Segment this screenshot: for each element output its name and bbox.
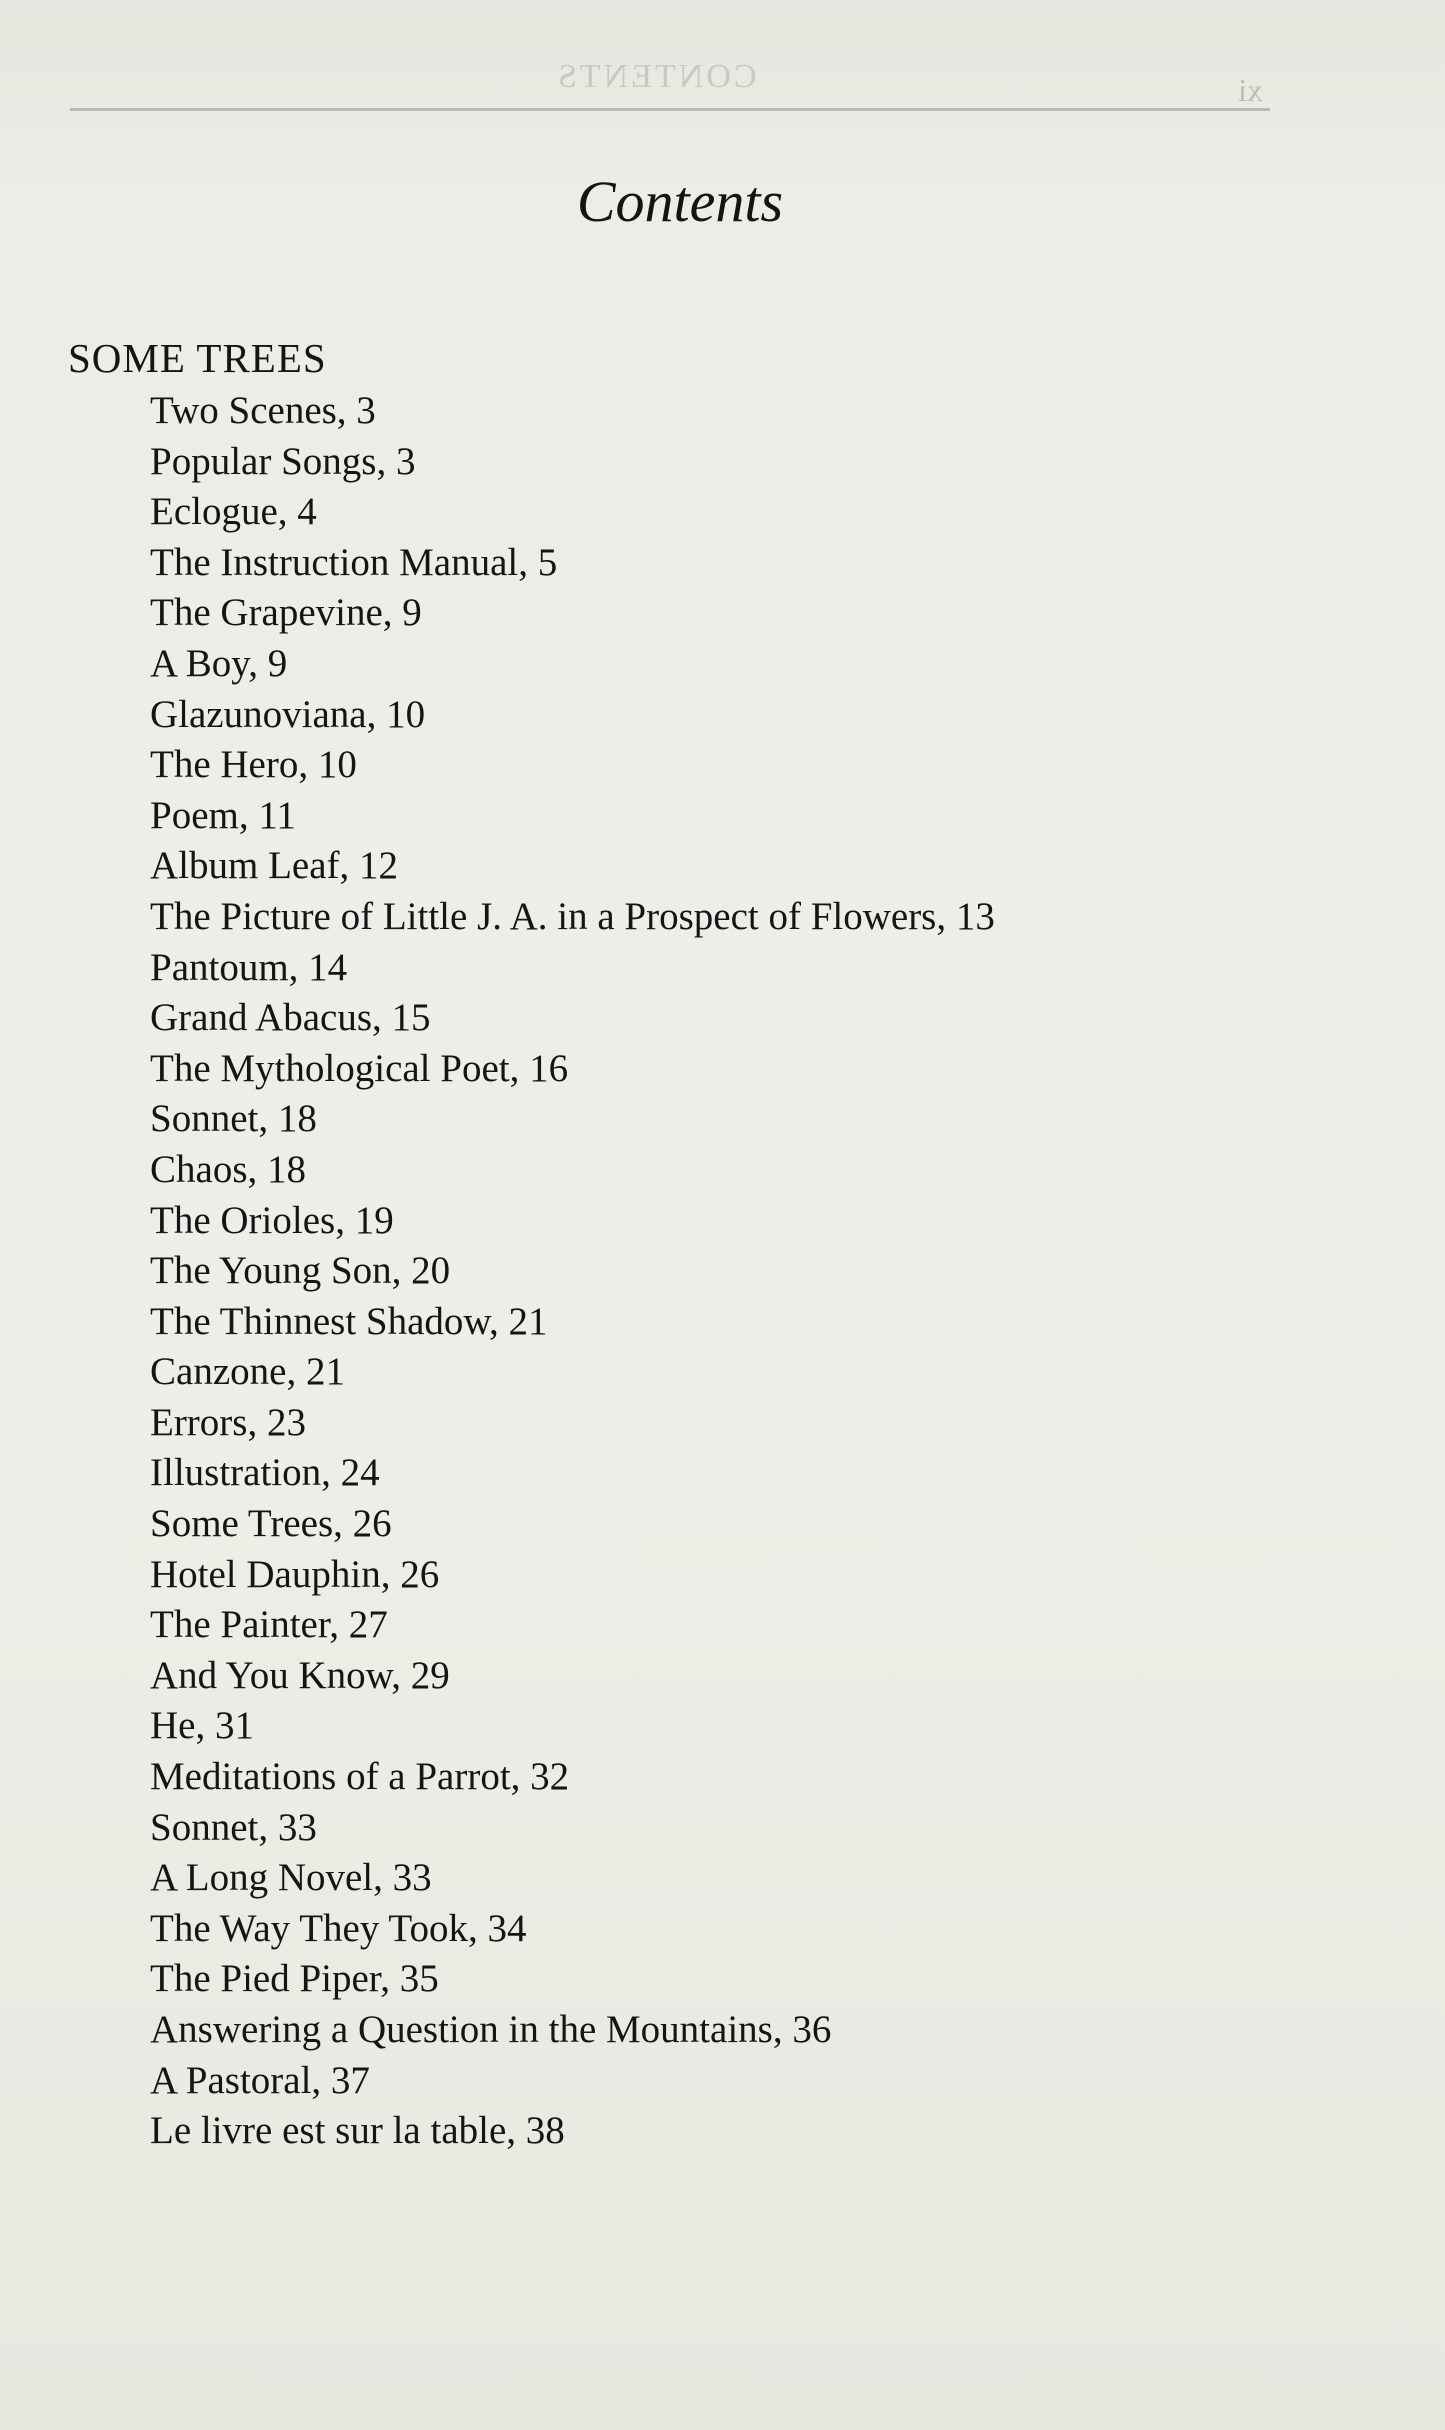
contents-entry: Errors, 23 [150,1400,306,1444]
bleed-through-page-number: xi [1238,72,1263,108]
contents-entry: Popular Songs, 3 [150,439,416,483]
contents-entry: The Instruction Manual, 5 [150,540,558,584]
contents-entry: A Long Novel, 33 [150,1856,432,1900]
contents-entry: The Picture of Little J. A. in a Prospect of Flowers, 13 [150,894,995,938]
header-rule [70,108,1270,111]
contents-entry: Answering a Question in the Mountains, 36 [150,2008,832,2051]
section-heading: SOME TREES [68,335,327,381]
contents-entry: Eclogue, 4 [150,490,317,534]
contents-entry: Chaos, 18 [150,1147,306,1191]
contents-entry: The Pied Piper, 35 [150,1957,439,2001]
contents-entry: Two Scenes, 3 [150,389,376,432]
contents-entry: He, 31 [150,1704,254,1748]
bleed-through-header: CONTENTS [555,58,757,95]
contents-entry: The Orioles, 19 [150,1198,394,1242]
contents-entry: Glazunoviana, 10 [150,692,426,736]
contents-entry: Album Leaf, 12 [150,844,399,888]
contents-entry: The Mythological Poet, 16 [150,1046,569,1090]
contents-entry: The Hero, 10 [150,743,357,787]
contents-entry: Poem, 11 [150,793,296,837]
contents-list [150,386,995,2157]
contents-entry: The Painter, 27 [150,1603,388,1647]
contents-entry: The Thinnest Shadow, 21 [150,1299,548,1343]
contents-entry: The Young Son, 20 [150,1249,451,1293]
contents-entry: The Grapevine, 9 [150,591,422,635]
contents-entry: The Way They Took, 34 [150,1906,527,1950]
contents-entry: Meditations of a Parrot, 32 [150,1755,570,1799]
page-title: Contents [576,169,784,234]
contents-entry: Pantoum, 14 [150,945,348,989]
contents-entry: Some Trees, 26 [150,1502,392,1546]
contents-entry: A Boy, 9 [150,641,288,685]
contents-entry: Canzone, 21 [150,1350,345,1394]
contents-entry: Hotel Dauphin, 26 [150,1552,440,1596]
contents-entry: Sonnet, 33 [150,1805,317,1849]
contents-entry: Le livre est sur la table, 38 [150,2109,565,2153]
contents-entry: A Pastoral, 37 [150,2058,370,2102]
contents-entry: Grand Abacus, 15 [150,996,431,1040]
contents-entry: And You Know, 29 [150,1653,450,1697]
contents-entry: Sonnet, 18 [150,1097,317,1141]
contents-entry: Illustration, 24 [150,1451,380,1495]
